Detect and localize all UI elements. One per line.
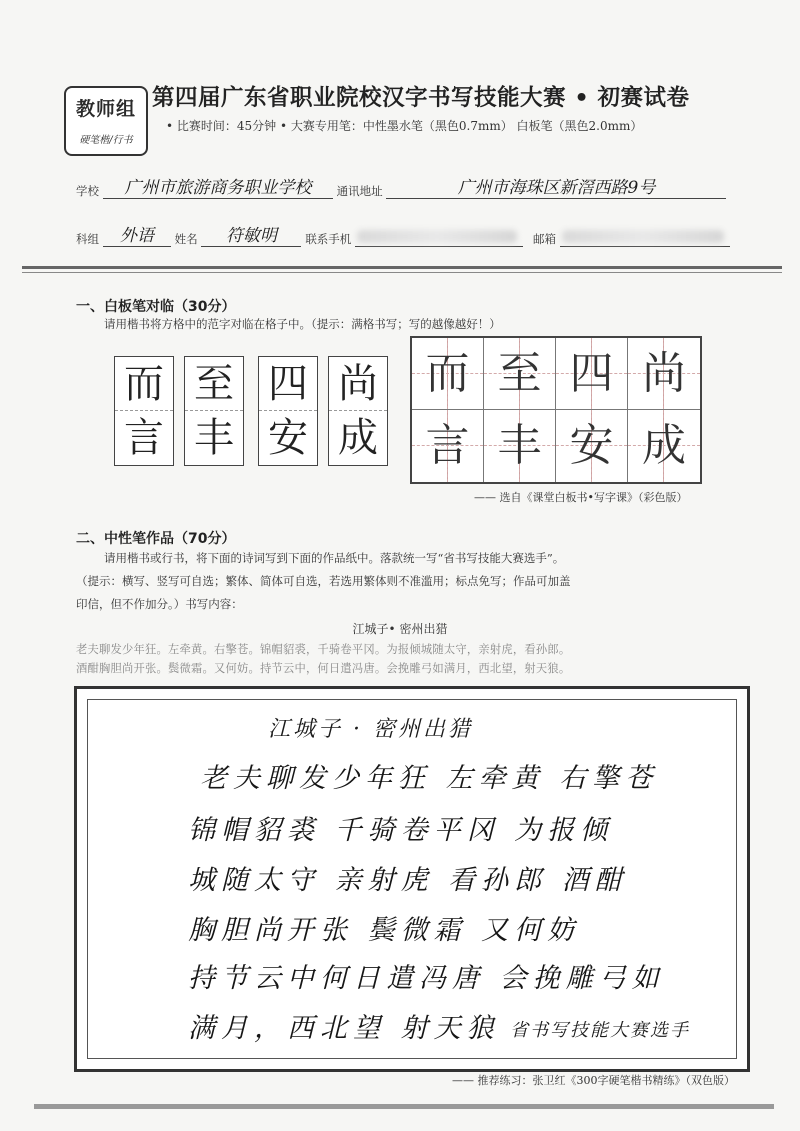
practice-char-top: 尚 [338, 361, 378, 407]
name-field[interactable]: 符敏明 [201, 221, 301, 247]
school-field[interactable]: 广州市旅游商务职业学校 [103, 173, 333, 199]
work-line: 持节云中何日遣冯唐 会挽雕弓如 [188, 963, 665, 994]
model-char: 丰 [497, 420, 542, 471]
poem-title: 江城子• 密州出猎 [352, 622, 448, 636]
section2-instruction-2: （提示：横写、竖写可自选；繁体、简体可自选，若选用繁体则不准滥用；标点免写；作品可加盖 [76, 574, 571, 588]
model-char: 言 [425, 420, 470, 471]
footer-divider [34, 1104, 774, 1109]
practice-char-bottom: 丰 [194, 415, 234, 461]
info-row-school [76, 173, 726, 199]
info-row-contact [76, 221, 730, 247]
model-char: 而 [425, 348, 470, 399]
model-cell [556, 338, 628, 410]
exam-info-line: • 比赛时间：45分钟 • 大赛专用笔：中性墨水笔（黑色0.7mm） 白板笔（黑色2.0mm） [166, 119, 643, 133]
work-signature: 省书写技能大赛选手 [510, 1020, 690, 1041]
handwritten-practice-tiles [114, 356, 384, 470]
practice-tile[interactable] [114, 356, 174, 466]
model-char: 四 [569, 348, 614, 399]
section2-instruction-3: 印信，但不作加分。）书写内容： [76, 597, 243, 611]
recommend-caption: —— 推荐练习：张卫红《300字硬笔楷书精练》（双色版） [452, 1074, 735, 1087]
model-cell [628, 410, 700, 482]
model-cell [412, 338, 484, 410]
section2-heading: 二、中性笔作品（70分） [76, 531, 236, 547]
group-subtitle: 硬笔楷/行书 [79, 135, 133, 146]
section2-instruction-1: 请用楷书或行书，将下面的诗词写到下面的作品纸中。落款统一写“省书写技能大赛选手”。 [104, 551, 565, 565]
poem-line-2: 酒酣胸胆尚开张。鬓微霜。又何妨。持节云中，何日遣冯唐。会挽雕弓如满月，西北望，射天狼。 [76, 662, 571, 675]
model-cell [484, 338, 556, 410]
practice-char-top: 四 [268, 361, 308, 407]
model-cell [556, 410, 628, 482]
section1-caption: —— 选自《课堂白板书•写字课》（彩色版） [474, 491, 688, 504]
school-label: 学校 [76, 184, 99, 198]
poem-line-1: 老夫聊发少年狂。左牵黄。右擎苍。锦帽貂裘，千骑卷平冈。为报倾城随太守，亲射虎，看孙郎。 [76, 643, 571, 656]
work-line: 锦帽貂裘 千骑卷平冈 为报倾 [188, 815, 614, 846]
practice-tile[interactable] [258, 356, 318, 466]
practice-char-bottom: 成 [338, 415, 378, 461]
email-field[interactable] [560, 228, 730, 247]
section1-heading: 一、白板笔对临（30分） [76, 299, 236, 315]
practice-tile[interactable] [328, 356, 388, 466]
practice-char-top: 至 [194, 361, 234, 407]
model-char: 安 [569, 420, 614, 471]
subject-label: 科组 [76, 232, 99, 246]
group-badge [64, 86, 148, 156]
phone-field[interactable] [355, 228, 523, 247]
work-line: 满月，西北望 射天狼 [188, 1013, 500, 1044]
model-cell [484, 410, 556, 482]
work-line: 城随太守 亲射虎 看孙郎 酒酣 [188, 865, 628, 896]
email-label: 邮箱 [532, 232, 556, 246]
model-char: 尚 [642, 348, 686, 399]
practice-tile[interactable] [184, 356, 244, 466]
address-label: 通讯地址 [336, 184, 383, 198]
work-line: 胸胆尚开张 鬓微霜 又何妨 [188, 915, 581, 946]
name-label: 姓名 [174, 232, 198, 246]
subject-field[interactable]: 外语 [103, 221, 171, 247]
practice-char-bottom: 言 [124, 415, 164, 461]
model-character-grid [410, 336, 702, 484]
page-title: 第四届广东省职业院校汉字书写技能大赛 • 初赛试卷 [152, 85, 690, 111]
section1-instruction: 请用楷书将方格中的范字对临在格子中。（提示：满格书写；写的越像越好！） [104, 317, 501, 331]
work-line: 老夫聊发少年狂 左牵黄 右擎苍 [200, 763, 659, 794]
work-title: 江城子 · 密州出猎 [268, 717, 473, 742]
writing-work-frame[interactable] [74, 686, 750, 1072]
practice-char-top: 而 [124, 361, 164, 407]
model-cell [628, 338, 700, 410]
model-char: 至 [497, 348, 542, 399]
phone-label: 联系手机 [305, 232, 352, 246]
group-title: 教师组 [75, 98, 136, 120]
address-field[interactable]: 广州市海珠区新滘西路9号 [386, 173, 726, 199]
header-divider [22, 266, 782, 273]
practice-char-bottom: 安 [268, 415, 308, 461]
model-char: 成 [642, 420, 686, 471]
writing-work-area[interactable] [87, 699, 737, 1059]
model-cell [412, 410, 484, 482]
